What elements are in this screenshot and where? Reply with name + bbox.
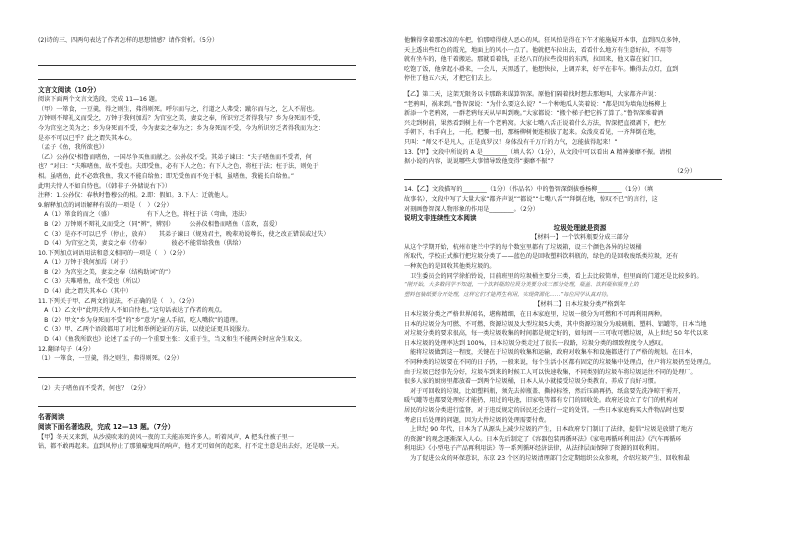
q13-line: 13.【甲】文段中所说的 A 是________（填人名）（1分），从文段中可以看出 A 精神萎靡不振。请根 (404, 148, 672, 156)
material-one-line: 一种灰色的是回收其他类垃圾的。 (404, 263, 496, 271)
material-one-line: 从这个学期开始，杭州市建兰中学的每个数室里都有了垃圾箱，设三个颜色各异的垃圾桶 (404, 243, 642, 251)
material-three-line: 的资源”的观念逐渐深入人心。日本先后制定了《容器包装再循环法》《家电再循环利用法》《汽车再循环 (404, 435, 682, 443)
expository-section-title: 说明文非连续性文本阅读 (404, 214, 477, 223)
q11-line: B（2）甲文“乡为身死而不受”的“乡”意为“童人手招，吃人嘴软”的道理。 (38, 316, 242, 324)
q12-title: 12.翻译句子（4分） (38, 345, 95, 353)
material-one-line: 卫生委员会的同学徐拍铃说，目前班里的垃圾桶主要分三类，看上去比较简单，但里面的门道还是比较多的。 (404, 272, 703, 280)
answer-line (404, 176, 722, 180)
material-two-line: 能将垃圾做到这一程度，关键在于垃圾的收集和运输，政府对收集车和设施都进行了严格的规划。在日本， (404, 349, 697, 357)
q10-line: C（3）夫唯嗜鱼，故不受也（所以） (38, 278, 144, 286)
q13-line: 据小说的内容，说说哪些大事情导致他变得“萎靡不振”？ (404, 158, 557, 166)
material-two-title: 【材料二】日本垃圾分类严格到年 (534, 301, 626, 309)
classical-intro-line: （孟子《鱼，我所欲也》） (38, 144, 109, 152)
passage-line: 就有坐车的，他干着搬运。那就看着钱，正经八百的拉些没用的东西，拉回来，他又靠在家门口， (404, 56, 667, 64)
q12-sub: （1）一箪食，一豆羹，得之则生，弗得则死。（2分） (38, 355, 183, 363)
passage-line: 吃饱了饭，他拿起小褂来，一会儿，天黑透了，他想快拉，上调弄来，好平在非车。懒得去点灯，直到 (404, 65, 679, 73)
material-two-line: 日本垃圾的处理率达到 100%，日本垃圾分类走过了很长一段路，垃圾分类的细致程度令人感叹。 (404, 339, 668, 347)
answer-line (38, 66, 356, 80)
passage-b-line: “老鸦叫，祸来到。”鲁智深说：“为什么要这么说？”一个种地瓜人笑着说：“都是因为墙角边杨柳上 (404, 100, 667, 108)
material-two-line: 对于可回收的垃圾，比如塑料瓶，须先去掉瓶盖、撕掉标签，然后压扁再扔，纸盒要先洗净晾干剪开， (404, 387, 685, 395)
classic-instruction: 阅读下面名著选段，完成 12—13 题。（7分） (38, 423, 175, 431)
expository-heading: 垃圾处理就是资源 (553, 223, 607, 232)
q10-line: D（4）此之谓失其本心（其中） (38, 288, 132, 296)
passage-line: 天上透出些红色的霞光，地面上的风小一点了。他就把车拉出去，看看什么地方有生意好拉，不用等 (404, 46, 673, 54)
classic-text-line: 【甲】冬天又来到，从沙漠吹来的黄风一夜的工夫能冻死许多人。听着风声，A 把头往被子里一 (38, 433, 294, 441)
q9-line: 9.解释加点的词语解释有误的一项是（ ）（2分） (38, 201, 173, 209)
classical-yi-line: 此明夫恃人不如自恃也。（《韩非子·外储说右下》） (38, 182, 171, 190)
q11-line: 11.下列关于甲、乙两文的说法，不正确的是（ ）。（2分） (38, 297, 198, 305)
q11-line: A（1）乙文中“此明夫恃人不如自恃也。”这句话表达了作者的观点。 (38, 307, 227, 315)
material-three-line: 利用法》《小型电子产品再利用法》等一系列循环经济法律，从法律层面保障了资源的回收利用。 (404, 445, 663, 453)
classical-yi-line: （乙）公孙仪¹相鲁而嗜鱼，一国尽争买鱼而献之。公孙仪不受。其弟子谏曰：“夫子嗜鱼而不受者，何 (38, 153, 312, 161)
q14-line: 14.【乙】文段描写的________（1分）（作品名）中的鲁智深倒拔垂杨柳________（1分）（填 (404, 186, 654, 194)
q9-line: A（1）箪食的而之（盛） 有下人之色，将枉于法（弯曲，违法） (38, 211, 251, 219)
classical-intro-line: 今为宫室之美为之；乡为身死而不受，今为妻妾之奉为之；乡为身死而不受，今为所识穷乏者得我而为之： (38, 124, 325, 132)
answer-line (38, 52, 356, 66)
classical-intro-line: （甲）一箪食，一豆羹，得之则生，弗得则死。呼尔而与之，行道之人弗受；蹴尔而与之，乞人不屑也。 (38, 105, 319, 113)
passage-b-line: 只叫：“师父不是凡人，正是真罗汉！身体没有千万斤的力气，怎能拔得起来！” (404, 138, 618, 146)
passage-line: 停住了他五六天，才把它们去上。 (404, 75, 496, 83)
classic-section-title: 名著阅读 (38, 413, 65, 422)
classical-intro-line: 阅读下面两个文言文选段，完成 11—16 题。 (38, 96, 161, 104)
q14-line: 故事名），文段中写了大量大家“都齐声说”“都说”“七嘴八舌”“拜倒在地，惊叹不已”的言行，这 (404, 195, 658, 203)
q14-line: 对刻画鲁智深人物形象的作用是________。（2分） (404, 205, 539, 213)
answer-line (38, 364, 356, 378)
classical-yi-line: 注释：1.公孙仪：春秋时鲁穆公的相。2.即：假如。3.下人：迁就他人。 (38, 192, 233, 200)
q10-line: A（1）万钟于我何加焉（对于） (38, 259, 132, 267)
answer-line (38, 393, 356, 407)
passage-line: 他懒得拿着那冰凉的车把，怕那噎得使人恶心的风。狂风怕是得在下午才能施展开本事，直到四点多钟， (404, 37, 685, 44)
material-two-line: 很多人家的厨房里都放着一到两个垃圾桶，日本人从小就接受垃圾分类教育，养成了良好习惯。 (404, 378, 660, 386)
material-one-quote: 塑料包装纸要分开处理，这样它们才能再生利用，实现资源化……”每位同学认真对待。 (404, 291, 612, 298)
material-three-line: 上世纪 90 年代，日本为了从源头上减少垃圾的产生，日本政府专门制订了法律，提倡“垃圾是放错了地方 (404, 426, 694, 434)
q9-line: C（3）是亦不可以已乎（停止，放弃） 其弟子谏曰（规劝君主，晚辈劝说尊长，使之改正错误或过失） (38, 230, 330, 238)
q9-line: D（4）为宫室之美，妻妾之奉（侍奉） 彼必不能常给我鱼（供给） (38, 240, 245, 248)
q13-score: （2分） (673, 167, 696, 175)
material-two-line: 考虑日后处理的问题，因为大件垃圾的处理需要付费。 (404, 416, 551, 424)
classic-text-line: 钻，都不敢再起来。直到风停止了那狼嚎鬼叫的响声，他才无可如何的起来，打不定主意是出去好，还是歇一天。 (38, 443, 343, 451)
classical-intro-line: 万钟则不辩礼义而受之，万钟于我何加焉？为宫室之美，妻妾之奉，所识穷乏者得我与？乡为身死而不受， (38, 115, 325, 123)
material-two-line: 暖气罐等也都要处理好才能扔，用过的电池，旧家电等都有专门的回收处。政府还设立了专门的机构对 (404, 397, 679, 405)
classical-yi-line: 也？”对曰：“夫唯嗜鱼，故不受也。夫即受鱼，必有下人之色；有下人之色，将枉于法；枉于法，则免于 (38, 163, 319, 171)
passage-b-line: 兴走到树前，果然看到树上有一个老鸦窝。大家七嘴八舌正说着什么方法，智深把直裰剥下，把左 (404, 119, 667, 127)
material-three-line: 为了促进公众的环保意识，东京 23 个区的垃圾清理部门会定期组织公众参观，介绍垃圾产生、回收和最 (404, 454, 690, 462)
material-two-line: 日本的垃圾分为可燃、不可燃、资源垃圾及大型垃圾5大类，其中资源垃圾分为玻璃瓶、塑料、铝罐等，日本当地 (404, 320, 707, 328)
passage-b-line: 新添一个老鸦窝，一群老鸦每天从早叫到晚。”大家都说：“搬个梯子把它拆了算了。”鲁智深乘着酒 (404, 110, 664, 118)
material-two-line: 日本垃圾分类之严格世界闻名，堪称精细，在日本家庭里，垃圾一般分为可燃和不可再利用两种。 (404, 311, 667, 319)
q11-line: C（3）甲、乙两个语段都用了对比和举例论证的方法，以使论证更具说服力。 (38, 326, 254, 334)
material-two-line: 不同种类的垃圾要在不同的日子扔，一般来说，每个生活小区都有固定的垃圾集中处理点，住户将垃圾扔至处理点。 (404, 359, 715, 366)
material-one-quote: “刚开始，大多数同学不知道，一个饮料瓶的垃圾分类要分成三部分处理，瓶盖、饮料瓶和瓶身上的 (404, 282, 639, 289)
passage-b-line: 【乙】第二天，这架无限务以卡那路来谋算智深。原他们隔着找时想去那地叫，大家都齐声说： (404, 90, 660, 98)
q11-line: D（4）《鱼我所欲也》论述了孟子的一个重要主张：义重于生，当义和生不能两全时应舍生取义。 (38, 336, 306, 344)
q10-line: B（2）为宫室之美，妻妾之奉（结构助词“的”） (38, 268, 175, 276)
classical-section-title: 文言文阅读（10分） (38, 85, 100, 94)
material-two-line: 居民的垃圾分类进行监督，对于违反规定的居民还会进行一定的处罚。一些日本家庭购买大件物品时也要 (404, 406, 685, 414)
q10-line: 10.下列加点词语用法和意义相同的一项是（ ）（2分） (38, 249, 189, 257)
classical-intro-line: 是亦不可以已乎？此之谓失其本心。 (38, 134, 136, 142)
q9-line: B（2）万钟则不辩礼义而受之（同“辨”，辨别） 公孙仪相鲁而嗜鱼（喜欢，喜爱） (38, 220, 281, 228)
right-column (404, 36, 756, 464)
material-one-line: 所取代，学校正式推行把垃圾分类了——蓝色的是回收塑料饮料瓶的，绿色的是回收废纸类垃圾，还有 (404, 253, 679, 261)
poem-question: (2)诗的三、四两句表达了作者怎样的思想情感？请作赏析。（5分） (38, 37, 219, 44)
material-two-line: 对垃圾分类的要求很高，每一类垃圾收集的时间都是规定好的，如每周一三可收可燃垃圾，从上世纪 50 年代以来 (404, 330, 709, 338)
q12-sub: （2）夫子嗜鱼而不受者，何也？（2分） (38, 384, 150, 392)
passage-b-line: 手朝下，右手向上，一托，把腰一扭，那杨柳树便连根拔了起来。众泼皮看见，一齐拜倒在地， (404, 129, 660, 137)
material-two-line: 由于垃圾已经事先分好，垃圾车到来的时候工人可以快速收集，不同类别的垃圾车将垃圾运往不同的处理厂。 (404, 368, 697, 376)
classical-yi-line: 相。虽嗜鱼，此不必致我鱼，我又不能自给鱼；即无受鱼而不免于相，虽嗜鱼，我能长自给鱼。” (38, 172, 295, 180)
material-one-title: 【材料一】一个饮料瓶要分成三部分 (531, 234, 629, 242)
left-column (38, 36, 390, 452)
